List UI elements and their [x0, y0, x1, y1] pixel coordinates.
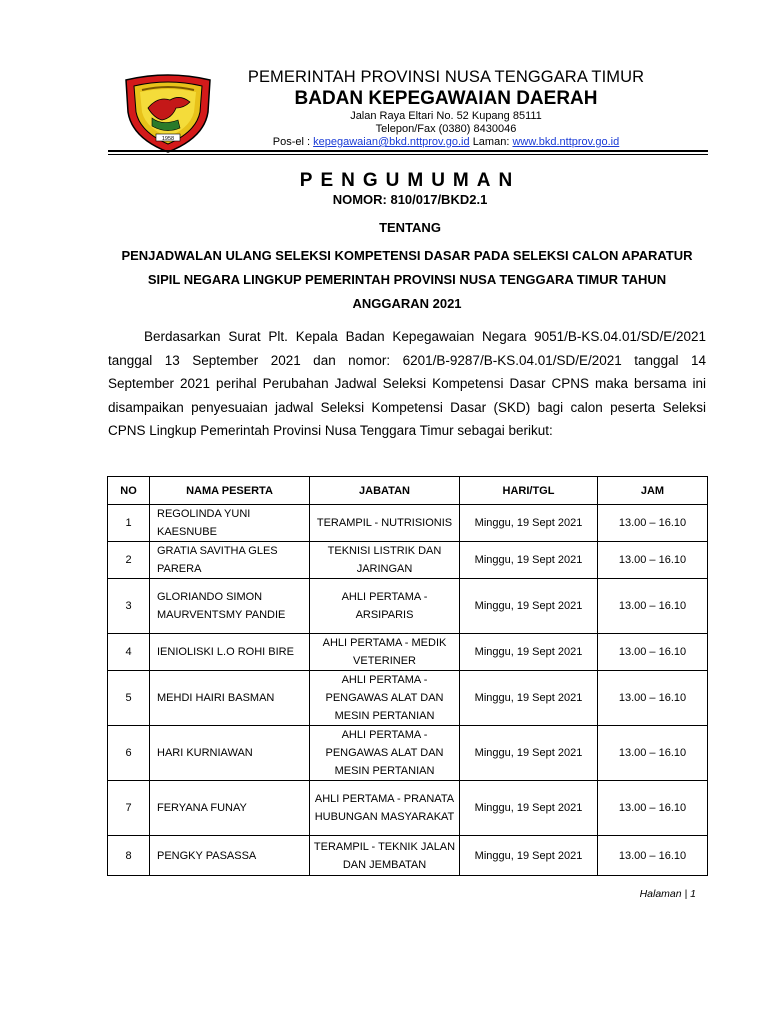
letterhead-divider-thin: [108, 154, 708, 155]
cell-position: TEKNISI LISTRIK DAN JARINGAN: [310, 542, 460, 579]
address: Jalan Raya Eltari No. 52 Kupang 85111: [350, 110, 542, 122]
cell-time: 13.00 – 16.10: [598, 579, 708, 634]
cell-time: 13.00 – 16.10: [598, 836, 708, 876]
header-time: JAM: [598, 477, 708, 505]
cell-position: TERAMPIL - NUTRISIONIS: [310, 505, 460, 542]
cell-name: HARI KURNIAWAN: [150, 726, 310, 781]
cell-name: GRATIA SAVITHA GLES PARERA: [150, 542, 310, 579]
cell-date: Minggu, 19 Sept 2021: [460, 781, 598, 836]
cell-name: REGOLINDA YUNI KAESNUBE: [150, 505, 310, 542]
header-name: NAMA PESERTA: [150, 477, 310, 505]
letterhead-divider-thick: [108, 150, 708, 152]
cell-no: 1: [108, 505, 150, 542]
cell-date: Minggu, 19 Sept 2021: [460, 542, 598, 579]
cell-date: Minggu, 19 Sept 2021: [460, 671, 598, 726]
header-position: JABATAN: [310, 477, 460, 505]
table-row: [108, 781, 708, 836]
cell-position: AHLI PERTAMA - ARSIPARIS: [310, 579, 460, 634]
cell-name: MEHDI HAIRI BASMAN: [150, 671, 310, 726]
government-name: PEMERINTAH PROVINSI NUSA TENGGARA TIMUR: [247, 68, 645, 86]
announcement-heading: [60, 170, 760, 208]
cell-no: 7: [108, 781, 150, 836]
cell-no: 2: [108, 542, 150, 579]
contact-line: [224, 136, 668, 149]
coat-of-arms-logo: [118, 72, 218, 154]
cell-no: 3: [108, 579, 150, 634]
page-number: Halaman | 1: [639, 888, 696, 900]
announcement-title: PENGUMUMAN: [299, 170, 521, 191]
cell-name: FERYANA FUNAY: [150, 781, 310, 836]
cell-date: Minggu, 19 Sept 2021: [460, 726, 598, 781]
phone: Telepon/Fax (0380) 8430046: [375, 123, 517, 135]
table-row: [108, 671, 708, 726]
cell-name: IENIOLISKI L.O ROHI BIRE: [150, 634, 310, 671]
logo-year: 1958: [161, 136, 175, 142]
cell-position: TERAMPIL - TEKNIK JALAN DAN JEMBATAN: [310, 836, 460, 876]
table-row: [108, 634, 708, 671]
email-label: Pos-el :: [272, 136, 311, 148]
announcement-subject: PENJADWALAN ULANG SELEKSI KOMPETENSI DASAR PADA SELEKSI CALON APARATUR SIPIL NEGARA LINGKUP PEMERINTAH PROVINSI NUSA TENGGARA TIMUR TAHUN ANGGARAN 2021: [121, 248, 693, 311]
cell-position: AHLI PERTAMA - PRANATA HUBUNGAN MASYARAKAT: [310, 781, 460, 836]
cell-time: 13.00 – 16.10: [598, 634, 708, 671]
website-link[interactable]: www.bkd.nttprov.go.id: [512, 136, 620, 148]
cell-position: AHLI PERTAMA - MEDIK VETERINER: [310, 634, 460, 671]
letterhead: [224, 66, 668, 149]
cell-time: 13.00 – 16.10: [598, 726, 708, 781]
table-row: [108, 726, 708, 781]
cell-no: 8: [108, 836, 150, 876]
cell-name: GLORIANDO SIMON MAURVENTSMY PANDIE: [150, 579, 310, 634]
cell-date: Minggu, 19 Sept 2021: [460, 634, 598, 671]
table-row: [108, 505, 708, 542]
cell-time: 13.00 – 16.10: [598, 671, 708, 726]
table-row: [108, 542, 708, 579]
cell-position: AHLI PERTAMA - PENGAWAS ALAT DAN MESIN PERTANIAN: [310, 726, 460, 781]
table-header-row: [108, 477, 708, 505]
cell-position: AHLI PERTAMA - PENGAWAS ALAT DAN MESIN PERTANIAN: [310, 671, 460, 726]
header-no: NO: [108, 477, 150, 505]
schedule-table: [107, 476, 708, 876]
about-label: TENTANG: [379, 220, 441, 235]
cell-date: Minggu, 19 Sept 2021: [460, 579, 598, 634]
cell-name: PENGKY PASASSA: [150, 836, 310, 876]
email-link[interactable]: kepegawaian@bkd.nttprov.go.id: [313, 136, 470, 148]
cell-date: Minggu, 19 Sept 2021: [460, 836, 598, 876]
announcement-body: Berdasarkan Surat Plt. Kepala Badan Kepegawaian Negara 9051/B-KS.04.01/SD/E/2021 tanggal 13 September 2021 dan nomor: 6201/B-9287/B-KS.04.01/SD/E/2021 tanggal 14 September 2021 perihal Perubahan Jadwal Seleksi Kompetensi Dasar CPNS maka bersama ini disampaikan penyesuaian jadwal Seleksi Kompetensi Dasar (SKD) bagi calon peserta Seleksi CPNS Lingkup Pemerintah Provinsi Nusa Tenggara Timur sebagai berikut:: [108, 329, 706, 438]
cell-no: 4: [108, 634, 150, 671]
table-row: [108, 579, 708, 634]
agency-name: BADAN KEPEGAWAIAN DAERAH: [294, 88, 598, 109]
cell-time: 13.00 – 16.10: [598, 781, 708, 836]
cell-date: Minggu, 19 Sept 2021: [460, 505, 598, 542]
announcement-number: NOMOR: 810/017/BKD2.1: [332, 192, 488, 207]
cell-time: 13.00 – 16.10: [598, 505, 708, 542]
table-row: [108, 836, 708, 876]
header-date: HARI/TGL: [460, 477, 598, 505]
cell-time: 13.00 – 16.10: [598, 542, 708, 579]
cell-no: 6: [108, 726, 150, 781]
website-label: Laman:: [472, 136, 510, 148]
cell-no: 5: [108, 671, 150, 726]
